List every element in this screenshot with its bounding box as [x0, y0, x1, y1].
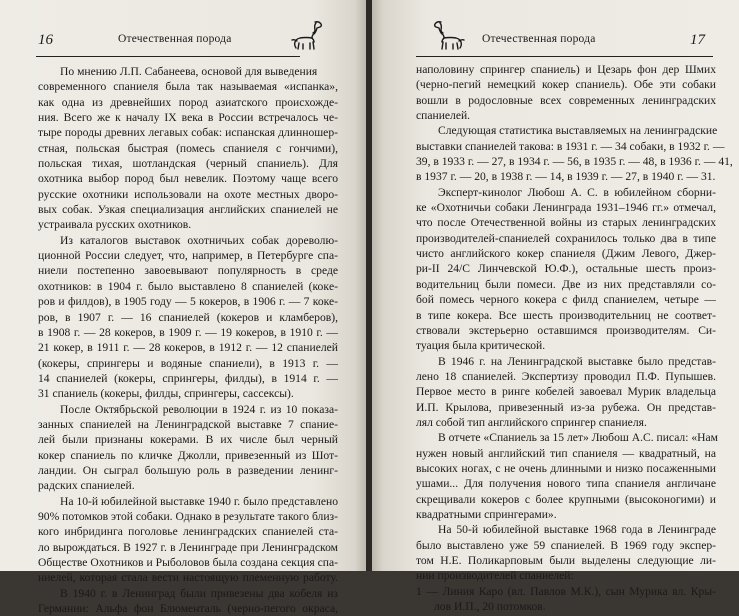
text-line: ствовали экстерьерно оставшимся производителям. Си-	[416, 323, 716, 337]
text-line: квадратными спрингерами».	[416, 507, 557, 521]
text-line: 21 кокер, в 1911 г. — 28 кокеров, в 1912 г. — 12 спаниелей	[38, 341, 338, 355]
text-line: И.П. Крылова, привезенный из-за рубежа. Он представ-	[416, 400, 716, 414]
text-line: бой помесь черного кокера с филд спаниелем, четыре —	[416, 293, 716, 307]
right-page-header	[372, 18, 739, 58]
text-line: польская тихая, шотландская (черный спаниель). Для	[38, 157, 338, 171]
text-line: (черно-пегий немецкий кокер спаниель). Обе эти собаки	[416, 78, 716, 92]
text-line: После Октябрьской революции в 1924 г. из 10 показа-	[60, 402, 338, 416]
text-line: кого инбридинга поголовье ленинградских спаниелей ста-	[38, 525, 338, 539]
text-line: ландии. Он сыграл большую роль в разведении ленинг-	[38, 463, 338, 477]
left-page	[0, 0, 366, 616]
text-line: спаниелей.	[416, 109, 471, 123]
header-rule	[416, 56, 713, 57]
text-line: ке «Охотничьи собаки Ленинграда 1931–1946 гг.» отмечал,	[416, 201, 716, 215]
text-line: ри-II 24/С Линчевской Ю.Ф.), остальные шесть произ-	[416, 262, 716, 276]
text-line: туация была критической.	[416, 339, 546, 353]
text-line: охотников: в 1904 г. было выставлено 8 спаниелей (кокe-	[38, 279, 338, 293]
text-line: радских спаниелей.	[38, 479, 135, 493]
text-line: занных спаниелей на Ленинградской выставке 7 спание-	[38, 417, 338, 431]
text-line: В 1946 г. на Ленинградской выставке было представ-	[438, 354, 716, 368]
text-line: русские охотники использовали на охоте местных дворо-	[38, 187, 338, 201]
text-line: ров и филдов), в 1905 году — 5 кокеров, в 1906 г. — 7 коке-	[38, 295, 338, 309]
text-line: лял собой тип английского спрингер спаниеля.	[416, 415, 647, 429]
text-line: лов И.П., 20 потомков.	[434, 600, 546, 614]
text-line: 31 спаниель (кокеры, филды, спрингеры, сассексы).	[38, 387, 294, 401]
text-line: (кокеры, спрингеры и водяные спаниели), в 1913 г. —	[38, 356, 338, 370]
text-line: современного спаниеля была так называемая «испанка»,	[38, 80, 338, 94]
text-line: Следующая статистика выставляемых на ленинградские	[438, 124, 718, 138]
text-line: как одна из древнейших пород азиатского происхожде-	[38, 95, 338, 109]
dog-icon	[290, 18, 324, 50]
text-line: тыре породы древних легавых собак: испанская длинношер-	[38, 126, 338, 140]
text-line: ло вырождаться. В 1927 г. в Ленинграде при Ленинградском	[38, 540, 338, 554]
text-line: наполовину спрингер спаниель) и Цезарь фон дер Шмих	[416, 63, 716, 76]
text-line: В отчете «Спаниель за 15 лет» Любош А.С. писал: «Нам	[438, 431, 718, 445]
text-line: ниелей, которая стала вести настоящую племенную работу.	[38, 571, 338, 585]
right-page	[372, 0, 739, 614]
text-line: в 1908 г. — 28 кокеров, в 1909 г. — 19 кокеров, в 1910 г. —	[38, 325, 338, 339]
left-page-body	[38, 64, 338, 616]
text-line: лено 18 спаниелей. Экспертизу проводил П.Ф. Пупышев.	[416, 369, 716, 383]
text-line: Эксперт-кинолог Любош А. С. в юбилейном сборни-	[438, 185, 716, 199]
text-line: устраивала русских охотников.	[38, 218, 192, 232]
text-line: выставки спаниелей такова: в 1931 г. — 34 собаки, в 1932 г. —	[416, 139, 725, 153]
text-line: ния. Всего же к началу IX века в России встречалось че-	[38, 111, 338, 125]
text-line: ров, в 1907 г. — 16 спаниелей (кокеров и кламберов),	[38, 310, 338, 324]
text-line: Первое место в ринге кобелей завоевал Мурик владельца	[416, 385, 716, 399]
page-number: 17	[690, 32, 705, 48]
text-line: производителей-спаниелей сохранилось только два в типе	[416, 231, 716, 245]
text-line: в 1937 г. — 20, в 1938 г. — 14, в 1939 г. — 27, в 1940 г. — 31.	[416, 170, 716, 184]
text-line: 39, в 1933 г. — 27, в 1934 г. — 56, в 1935 г. — 48, в 1936 г. — 41,	[416, 155, 733, 169]
text-line: лей были признаны кокерами. В их числе был черный	[38, 433, 338, 447]
running-head: Отечественная порода	[482, 33, 596, 45]
text-line: В 1940 г. в Ленинград были привезены два кобеля из	[60, 586, 338, 600]
running-head: Отечественная порода	[118, 33, 232, 45]
dog-icon	[432, 18, 466, 50]
text-line: скрещивали кокеров с более крупными (высоконогими) и	[416, 492, 716, 506]
text-line: На 50-й юбилейной выставке 1968 года в Ленинграде	[438, 523, 716, 537]
text-line: 1 — Линия Каро (вл. Павлов М.К.), сын Мурика вл. Кры-	[416, 584, 716, 598]
text-line: ниели постепенно завоевывают популярность в среде	[38, 264, 338, 278]
text-line: 14 спаниелей (кокеры, спрингеры, филды), в 1914 г. —	[38, 371, 338, 385]
text-line: стная, польская быстрая (помесь спаниеля с гончими),	[38, 141, 338, 155]
text-line: том Н.Е. Поликарповым были выделены следующие ли-	[416, 554, 716, 567]
left-page-header	[0, 18, 366, 58]
text-line: нужен новый английский тип спаниеля — квадратный, на	[416, 446, 716, 460]
text-line: чисто английского кокер спаниеля (Джим Левого, Джер-	[416, 247, 716, 261]
page-number: 16	[38, 32, 53, 48]
text-line: Германии: Альфа фон Блюменталь (черно-пегого окраса,	[38, 602, 338, 616]
text-line: высоких ногах, с не очень длинными и низко посаженными	[416, 461, 716, 475]
right-page-body	[416, 62, 733, 614]
text-line: в типе кокера. Все шесть производительниц не соответ-	[416, 308, 716, 322]
text-line: Обществе Охотников и Рыболовов была создана секция спа-	[38, 556, 338, 569]
text-line: водительниц были помеси. Две из них представляли со-	[416, 277, 716, 291]
text-line: вых собак. Узкая специализация английских спаниелей не	[38, 203, 338, 217]
text-line: ционной России следует, что, например, в Петербурге спа-	[38, 249, 338, 263]
text-line: 90% потомков этой собаки. Однако в результате такого близ-	[38, 509, 338, 523]
text-line: кокер спаниель по кличке Джолли, привезенный из Шот-	[38, 448, 338, 462]
text-line: По мнению Л.П. Сабанеева, основой для выведения	[60, 65, 318, 78]
text-line: На 10-й юбилейной выставке 1940 г. было представлено	[60, 494, 338, 508]
text-line: вошли в родословные всех современных ленинградских	[416, 93, 716, 107]
text-line: Из каталогов выставок охотничьих собак дореволю-	[60, 233, 338, 247]
header-rule	[36, 56, 300, 57]
text-line: что после Отечественной войны из старых ленинградских	[416, 216, 716, 230]
text-line: нии производителей спаниелей:	[416, 569, 574, 583]
text-line: ушами... Для получения нового типа спаниеля англичане	[416, 477, 716, 491]
text-line: было выставлено уже 59 спаниелей. В 1969 году экспер-	[416, 538, 716, 552]
text-line: охотника выбор пород был невелик. Поэтому чаще всего	[38, 172, 338, 186]
